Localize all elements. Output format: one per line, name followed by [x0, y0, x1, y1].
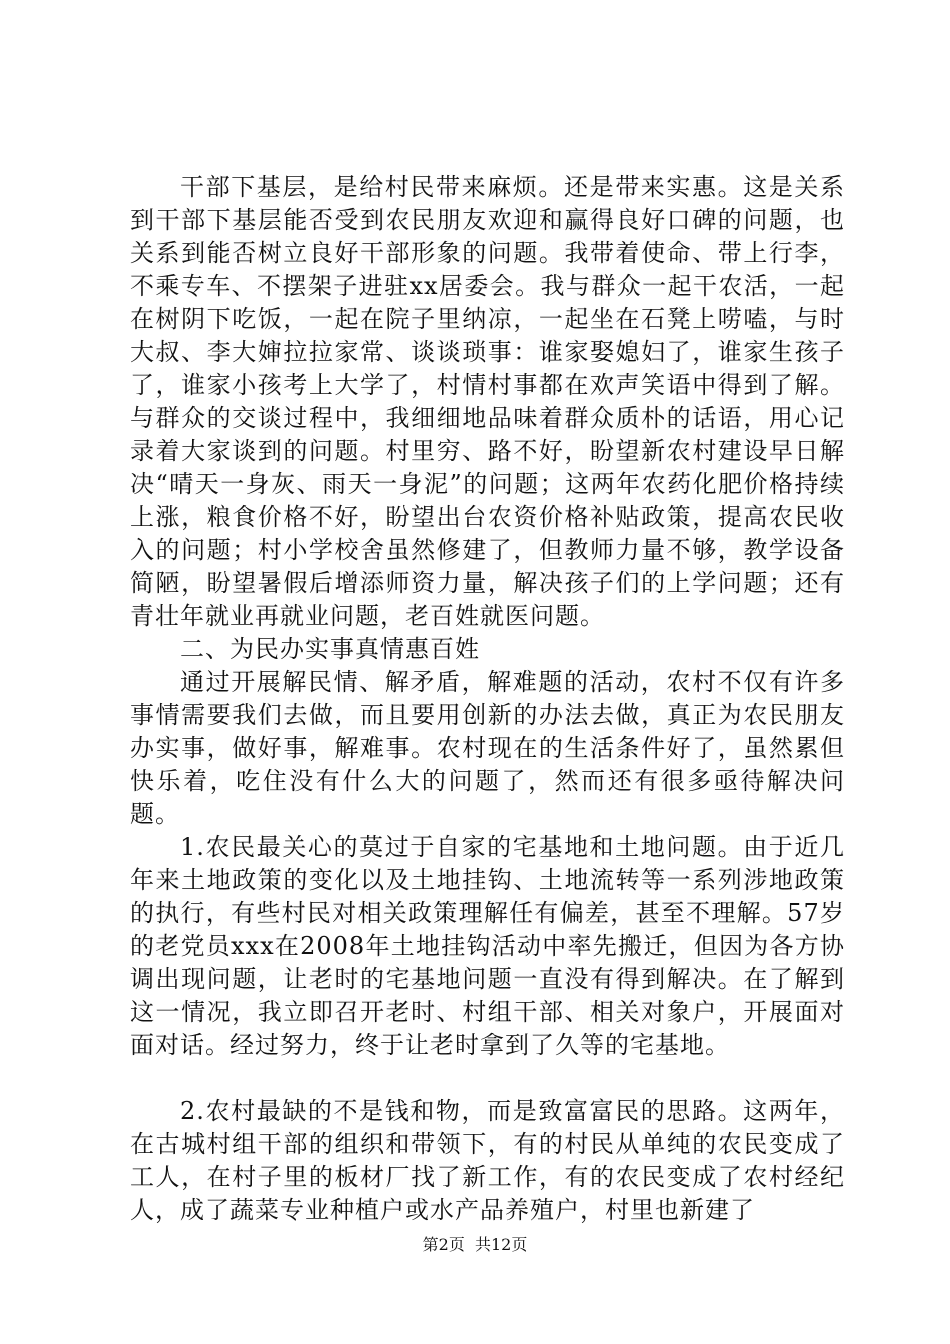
page-number: 第2页 共12页: [422, 1235, 528, 1254]
document-body: [130, 171, 845, 1227]
paragraph-item-2: 2.农村最缺的不是钱和物，而是致富富民的思路。这两年，在古城村组干部的组织和带领下，有的村民从单纯的农民变成了工人，在村子里的板材厂找了新工作，有的农民变成了农村经纪人，成了蔬菜专业种植户或水产品养殖户，村里也新建了: [130, 1097, 845, 1224]
paragraph-spacer: [130, 1062, 845, 1095]
section-heading: 二、为民办实事真情惠百姓: [180, 635, 480, 663]
paragraph-intro: 干部下基层，是给村民带来麻烦。还是带来实惠。这是关系到干部下基层能否受到农民朋友欢迎和赢得良好口碑的问题，也关系到能否树立良好干部形象的问题。我带着使命、带上行李，不乘专车、不摆架子进驻xx居委会。我与群众一起干农活，一起在树阴下吃饭，一起在院子里纳凉，一起坐在石凳上唠嗑，与时大叔、李大婶拉拉家常、谈谈琐事：谁家娶媳妇了，谁家生孩子了，谁家小孩考上大学了，村情村事都在欢声笑语中得到了解。与群众的交谈过程中，我细细地品味着群众质朴的话语，用心记录着大家谈到的问题。村里穷、路不好，盼望新农村建设早日解决“晴天一身灰、雨天一身泥”的问题；这两年农药化肥价格持续上涨，粮食价格不好，盼望出台农资价格补贴政策，提高农民收入的问题；村小学校舍虽然修建了，但教师力量不够，教学设备简陋，盼望暑假后增添师资力量，解决孩子们的上学问题；还有青壮年就业再就业问题，老百姓就医问题。: [130, 173, 845, 630]
page-footer: [0, 1235, 950, 1255]
paragraph-item-1: 1.农民最关心的莫过于自家的宅基地和土地问题。由于近几年来土地政策的变化以及土地挂钩、土地流转等一系列涉地政策的执行，有些村民对相关政策理解任有偏差，甚至不理解。57岁的老党员xxx在2008年土地挂钩活动中率先搬迁，但因为各方协调出现问题，让老时的宅基地问题一直没有得到解决。在了解到这一情况，我立即召开老时、村组干部、相关对象户，开展面对面对话。经过努力，终于让老时拿到了久等的宅基地。: [130, 833, 845, 1059]
paragraph-section-intro: 通过开展解民情、解矛盾，解难题的活动，农村不仅有许多事情需要我们去做，而且要用创新的办法去做，真正为农民朋友办实事，做好事，解难事。农村现在的生活条件好了，虽然累但快乐着，吃住没有什么大的问题了，然而还有很多亟待解决问题。: [130, 668, 845, 828]
